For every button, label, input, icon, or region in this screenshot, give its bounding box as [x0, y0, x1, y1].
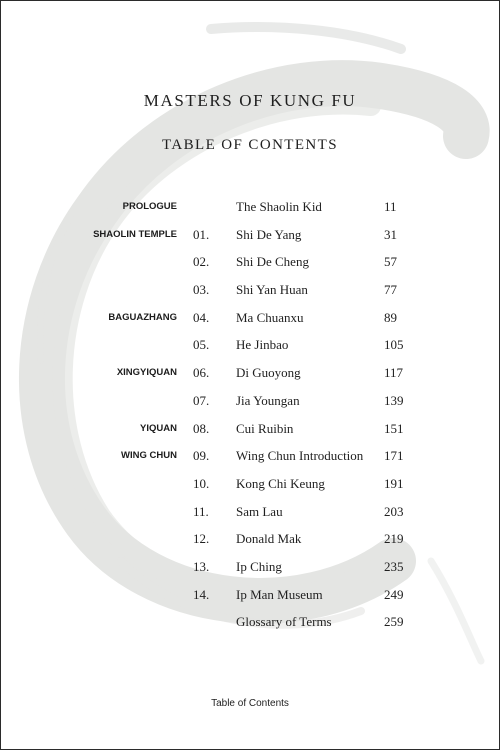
- page-number: 171: [384, 448, 404, 464]
- section-label: XINGYIQUAN: [116, 367, 177, 379]
- chapter-number: 04.: [193, 309, 210, 325]
- chapter-number: 07.: [193, 392, 210, 408]
- section-label: SHAOLIN TEMPLE: [93, 228, 177, 240]
- page-number: 11: [384, 199, 397, 214]
- page-number: 249: [384, 586, 404, 602]
- toc-entry[interactable]: [1, 306, 499, 334]
- chapter-title: Shi De Cheng: [236, 254, 309, 270]
- chapter-title: Shi De Yang: [236, 226, 302, 242]
- chapter-title: Shi Yan Huan: [236, 282, 308, 298]
- toc-heading: TABLE OF CONTENTS: [162, 137, 338, 153]
- section-label: BAGUAZHANG: [108, 311, 177, 323]
- chapter-number: 03.: [193, 282, 210, 298]
- page-number: 105: [384, 337, 404, 353]
- page-number: 259: [384, 614, 404, 630]
- chapter-number: 11.: [193, 503, 209, 519]
- chapter-number: 08.: [193, 420, 210, 436]
- toc-entry[interactable]: [1, 389, 499, 417]
- chapter-number: 01.: [193, 226, 210, 242]
- page-number: 57: [384, 254, 397, 270]
- page-number: 219: [384, 531, 404, 547]
- toc-entry[interactable]: [1, 444, 499, 472]
- chapter-title: Di Guoyong: [236, 365, 301, 381]
- toc-entry[interactable]: [1, 472, 499, 500]
- page-number: 151: [384, 420, 404, 436]
- page-number: 203: [384, 503, 404, 519]
- page-footer: Table of Contents: [211, 698, 289, 709]
- toc-entry[interactable]: [1, 223, 499, 251]
- section-label: WING CHUN: [121, 450, 177, 462]
- toc-entry[interactable]: [1, 333, 499, 361]
- chapter-number: 02.: [193, 254, 210, 270]
- toc-list: [1, 195, 499, 638]
- chapter-title: Jia Youngan: [236, 392, 300, 408]
- page-number: 77: [384, 282, 397, 298]
- chapter-title: Kong Chi Keung: [236, 475, 325, 491]
- toc-entry[interactable]: [1, 417, 499, 445]
- page-number: 191: [384, 475, 404, 491]
- chapter-title: Donald Mak: [236, 531, 302, 547]
- section-label: PROLOGUE: [122, 201, 177, 212]
- section-label: YIQUAN: [140, 422, 177, 434]
- chapter-number: 14.: [193, 586, 210, 602]
- toc-entry[interactable]: [1, 361, 499, 389]
- chapter-title: Ma Chuanxu: [236, 309, 304, 325]
- toc-entry[interactable]: [1, 610, 499, 638]
- chapter-title: He Jinbao: [236, 337, 289, 353]
- toc-entry[interactable]: [1, 527, 499, 555]
- chapter-number: 13.: [193, 558, 210, 574]
- page-number: 117: [384, 365, 404, 381]
- chapter-number: 05.: [193, 337, 210, 353]
- chapter-title: Wing Chun Introduction: [236, 448, 364, 464]
- chapter-title: Cui Ruibin: [236, 420, 294, 436]
- toc-entry[interactable]: [1, 500, 499, 528]
- toc-entry[interactable]: [1, 278, 499, 306]
- chapter-title: Ip Ching: [236, 558, 282, 574]
- chapter-number: 06.: [193, 365, 210, 381]
- page-number: 235: [384, 558, 404, 574]
- toc-entry[interactable]: [1, 583, 499, 611]
- chapter-title: Ip Man Museum: [236, 586, 323, 602]
- book-title: MASTERS OF KUNG FU: [143, 91, 357, 110]
- toc-entry[interactable]: [1, 195, 499, 223]
- toc-entry[interactable]: [1, 555, 499, 583]
- toc-entry[interactable]: [1, 250, 499, 278]
- chapter-title: The Shaolin Kid: [236, 199, 322, 214]
- chapter-number: 09.: [193, 448, 210, 464]
- chapter-title: Sam Lau: [236, 503, 283, 519]
- chapter-number: 10.: [193, 475, 210, 491]
- page-number: 31: [384, 226, 397, 242]
- chapter-title: Glossary of Terms: [236, 614, 332, 630]
- page-number: 89: [384, 309, 397, 325]
- page-number: 139: [384, 392, 404, 408]
- chapter-number: 12.: [193, 531, 210, 547]
